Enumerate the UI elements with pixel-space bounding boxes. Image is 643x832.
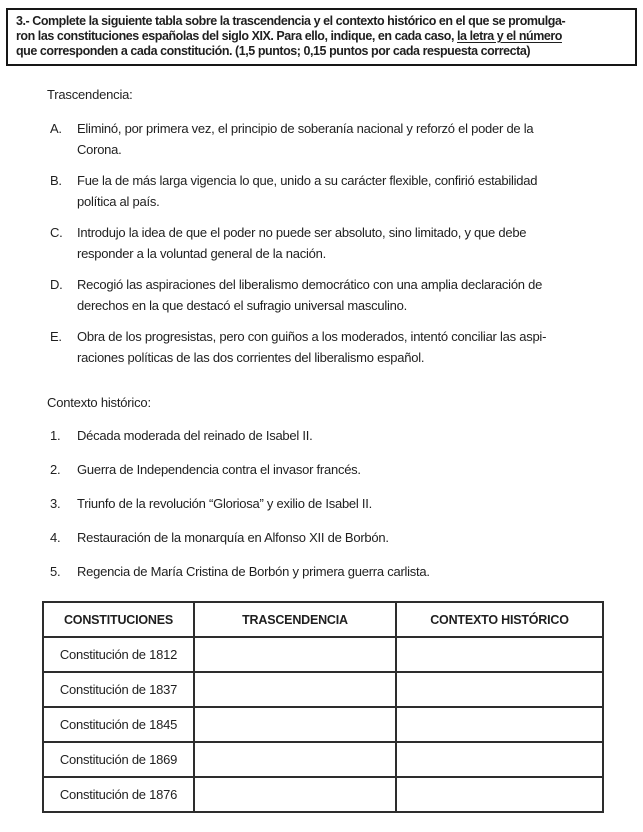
item-marker: 4. bbox=[50, 530, 61, 545]
item-text-line: Triunfo de la revolución “Gloriosa” y exilio de Isabel II. bbox=[77, 496, 372, 511]
item-text-line: Década moderada del reinado de Isabel II. bbox=[77, 428, 313, 443]
row-label-cell: Constitución de 1837 bbox=[43, 672, 194, 707]
item-text bbox=[77, 170, 537, 212]
item-marker: 3. bbox=[50, 496, 61, 511]
contexto-item-1 bbox=[50, 425, 643, 446]
instruction-line-1: 3.- Complete la siguiente tabla sobre la trascendencia y el contexto histórico en el que se promulga- bbox=[16, 14, 566, 28]
contexto-item-4 bbox=[50, 527, 643, 548]
answer-cell-contexto bbox=[396, 707, 603, 742]
answer-cell-trascendencia bbox=[194, 707, 396, 742]
table-row-1876 bbox=[43, 777, 603, 812]
contexto-list bbox=[0, 425, 643, 582]
section-heading-contexto-historico: Contexto histórico: bbox=[47, 395, 151, 410]
answer-cell-contexto bbox=[396, 637, 603, 672]
row-label-cell: Constitución de 1812 bbox=[43, 637, 194, 672]
item-text-line: Corona. bbox=[77, 142, 122, 157]
column-header-contexto-historico: CONTEXTO HISTÓRICO bbox=[396, 602, 603, 637]
instruction-line-2-text: ron las constituciones españolas del siglo XIX. Para ello, indique, en cada caso, bbox=[16, 29, 458, 43]
trascendencia-item-b bbox=[50, 170, 643, 212]
column-header-trascendencia: TRASCENDENCIA bbox=[194, 602, 396, 637]
item-marker: 1. bbox=[50, 428, 61, 443]
item-text bbox=[77, 561, 430, 582]
table-row-1845 bbox=[43, 707, 603, 742]
table-row-1837 bbox=[43, 672, 603, 707]
constitutions-answer-table bbox=[42, 601, 604, 813]
item-marker: E. bbox=[50, 329, 62, 344]
row-label-cell: Constitución de 1845 bbox=[43, 707, 194, 742]
answer-cell-contexto bbox=[396, 777, 603, 812]
table-header-row bbox=[43, 602, 603, 637]
trascendencia-item-c bbox=[50, 222, 643, 264]
item-text bbox=[77, 326, 546, 368]
item-marker: 5. bbox=[50, 564, 61, 579]
answer-cell-trascendencia bbox=[194, 637, 396, 672]
item-text-line: Obra de los progresistas, pero con guiños a los moderados, intentó conciliar las aspi- bbox=[77, 329, 547, 344]
item-text-line: Introdujo la idea de que el poder no puede ser absoluto, sino limitado, y que debe bbox=[77, 225, 527, 240]
item-text bbox=[77, 493, 372, 514]
contexto-item-5 bbox=[50, 561, 643, 582]
section-heading-trascendencia: Trascendencia: bbox=[47, 87, 133, 102]
answer-cell-contexto bbox=[396, 672, 603, 707]
item-text-line: Guerra de Independencia contra el invasor francés. bbox=[77, 462, 361, 477]
item-marker: 2. bbox=[50, 462, 61, 477]
item-text bbox=[77, 425, 312, 446]
underlined-phrase: la letra y el número bbox=[457, 29, 562, 43]
trascendencia-item-d bbox=[50, 274, 643, 316]
item-text bbox=[77, 274, 542, 316]
contexto-item-3 bbox=[50, 493, 643, 514]
item-text-line: Recogió las aspiraciones del liberalismo democrático con una amplia declaración de bbox=[77, 277, 543, 292]
table-row-1869 bbox=[43, 742, 603, 777]
answer-cell-trascendencia bbox=[194, 742, 396, 777]
row-label-cell: Constitución de 1876 bbox=[43, 777, 194, 812]
item-text-line: Regencia de María Cristina de Borbón y primera guerra carlista. bbox=[77, 564, 430, 579]
answer-cell-trascendencia bbox=[194, 672, 396, 707]
trascendencia-item-e bbox=[50, 326, 643, 368]
question-instruction-box bbox=[6, 8, 637, 66]
item-marker: D. bbox=[50, 277, 63, 292]
item-text bbox=[77, 118, 533, 160]
trascendencia-list bbox=[0, 118, 643, 368]
item-marker: C. bbox=[50, 225, 63, 240]
answer-cell-contexto bbox=[396, 742, 603, 777]
item-text bbox=[77, 527, 389, 548]
item-text-line: Fue la de más larga vigencia lo que, unido a su carácter flexible, confirió estabilidad bbox=[77, 173, 538, 188]
item-marker: B. bbox=[50, 173, 62, 188]
item-text-line: derechos en la que destacó el sufragio universal masculino. bbox=[77, 298, 407, 313]
item-text bbox=[77, 222, 526, 264]
instruction-line-3: que corresponden a cada constitución. (1,5 puntos; 0,15 puntos por cada respuesta correcta) bbox=[16, 44, 531, 58]
item-text-line: raciones políticas de las dos corrientes del liberalismo español. bbox=[77, 350, 425, 365]
contexto-item-2 bbox=[50, 459, 643, 480]
row-label-cell: Constitución de 1869 bbox=[43, 742, 194, 777]
item-text bbox=[77, 459, 361, 480]
item-text-line: política al país. bbox=[77, 194, 160, 209]
instruction-line-2 bbox=[16, 29, 629, 44]
trascendencia-item-a bbox=[50, 118, 643, 160]
column-header-constituciones: CONSTITUCIONES bbox=[43, 602, 194, 637]
item-text-line: Eliminó, por primera vez, el principio de soberanía nacional y reforzó el poder de la bbox=[77, 121, 534, 136]
item-text-line: responder a la voluntad general de la nación. bbox=[77, 246, 326, 261]
item-marker: A. bbox=[50, 121, 62, 136]
answer-cell-trascendencia bbox=[194, 777, 396, 812]
item-text-line: Restauración de la monarquía en Alfonso XII de Borbón. bbox=[77, 530, 389, 545]
table-row-1812 bbox=[43, 637, 603, 672]
